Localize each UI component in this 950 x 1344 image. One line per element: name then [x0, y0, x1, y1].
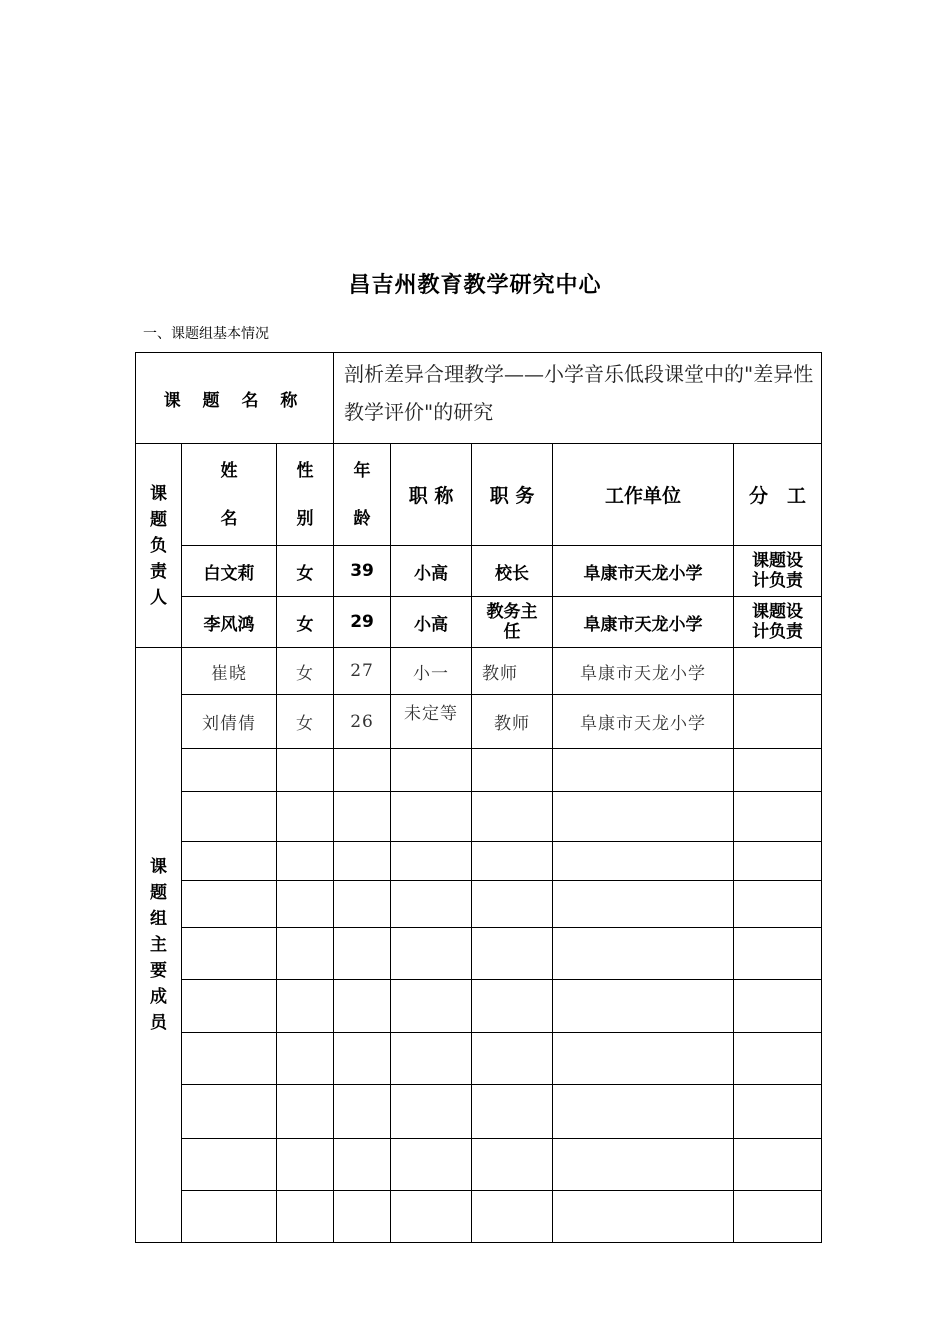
empty-cell[interactable] [553, 881, 734, 928]
empty-cell[interactable] [182, 792, 277, 842]
empty-cell[interactable] [472, 928, 553, 980]
empty-cell[interactable] [277, 792, 334, 842]
empty-cell[interactable] [334, 928, 391, 980]
empty-cell[interactable] [277, 1139, 334, 1191]
column-header-unit: 工作单位 [553, 444, 734, 546]
empty-cell[interactable] [553, 980, 734, 1033]
empty-cell[interactable] [553, 792, 734, 842]
column-header-duty: 分 工 [734, 444, 822, 546]
leader-name[interactable]: 李风鸿 [182, 597, 277, 648]
empty-cell[interactable] [391, 842, 472, 881]
empty-member-row [136, 980, 822, 1033]
empty-cell[interactable] [182, 1085, 277, 1139]
empty-member-row [136, 792, 822, 842]
empty-cell[interactable] [334, 1033, 391, 1085]
empty-cell[interactable] [391, 1085, 472, 1139]
leaders-group-label: 课 题 负 责 人 [136, 444, 182, 648]
member-position[interactable]: 教师 [472, 648, 553, 695]
leader-duty[interactable]: 课题设 计负责 [734, 597, 822, 648]
empty-cell[interactable] [182, 928, 277, 980]
empty-cell[interactable] [734, 1191, 822, 1243]
empty-cell[interactable] [182, 1191, 277, 1243]
empty-cell[interactable] [182, 881, 277, 928]
column-header-name: 姓 名 [182, 444, 277, 546]
empty-cell[interactable] [734, 881, 822, 928]
member-duty[interactable] [734, 648, 822, 695]
empty-cell[interactable] [277, 1033, 334, 1085]
empty-cell[interactable] [553, 842, 734, 881]
empty-cell[interactable] [553, 1139, 734, 1191]
column-header-position: 职 务 [472, 444, 553, 546]
leader-name[interactable]: 白文莉 [182, 546, 277, 597]
empty-member-row [136, 1139, 822, 1191]
empty-cell[interactable] [391, 749, 472, 792]
leader-position[interactable]: 教务主 任 [472, 597, 553, 648]
empty-cell[interactable] [734, 749, 822, 792]
empty-cell[interactable] [334, 881, 391, 928]
topic-name-value[interactable]: 剖析差异合理教学——小学音乐低段课堂中的"差异性教学评价"的研究 [334, 353, 822, 444]
member-duty[interactable] [734, 695, 822, 749]
empty-member-row [136, 1033, 822, 1085]
leaders-header-row [136, 444, 822, 546]
empty-cell[interactable] [734, 792, 822, 842]
page-title: 昌吉州教育教学研究中心 [348, 273, 602, 298]
leader-unit[interactable]: 阜康市天龙小学 [553, 546, 734, 597]
empty-cell[interactable] [734, 1085, 822, 1139]
member-unit[interactable]: 阜康市天龙小学 [553, 695, 734, 749]
empty-cell[interactable] [734, 980, 822, 1033]
topic-row [136, 353, 822, 444]
member-name[interactable]: 刘倩倩 [182, 695, 277, 749]
empty-cell[interactable] [553, 928, 734, 980]
empty-cell[interactable] [553, 1191, 734, 1243]
empty-cell[interactable] [391, 1139, 472, 1191]
member-title[interactable]: 小一 [391, 648, 472, 695]
empty-cell[interactable] [334, 1085, 391, 1139]
leader-unit[interactable]: 阜康市天龙小学 [553, 597, 734, 648]
section-heading: 一、课题组基本情况 [143, 326, 269, 342]
empty-cell[interactable] [734, 842, 822, 881]
empty-cell[interactable] [472, 980, 553, 1033]
leader-gender[interactable]: 女 [277, 546, 334, 597]
member-position[interactable]: 教师 [472, 695, 553, 749]
empty-cell[interactable] [391, 980, 472, 1033]
column-header-gender: 性 别 [277, 444, 334, 546]
empty-cell[interactable] [391, 881, 472, 928]
empty-cell[interactable] [472, 1191, 553, 1243]
leader-title[interactable]: 小高 [391, 546, 472, 597]
empty-cell[interactable] [734, 928, 822, 980]
leader-age[interactable]: 39 [334, 546, 391, 597]
empty-cell[interactable] [472, 842, 553, 881]
research-group-table [135, 352, 822, 1243]
empty-cell[interactable] [277, 1085, 334, 1139]
column-header-title: 职 称 [391, 444, 472, 546]
empty-cell[interactable] [553, 1033, 734, 1085]
empty-cell[interactable] [472, 749, 553, 792]
empty-cell[interactable] [182, 1139, 277, 1191]
empty-member-row [136, 749, 822, 792]
leader-gender[interactable]: 女 [277, 597, 334, 648]
empty-cell[interactable] [334, 792, 391, 842]
empty-cell[interactable] [391, 792, 472, 842]
member-age[interactable]: 26 [334, 695, 391, 749]
empty-member-row [136, 881, 822, 928]
empty-cell[interactable] [553, 1085, 734, 1139]
leader-title[interactable]: 小高 [391, 597, 472, 648]
leader-position[interactable]: 校长 [472, 546, 553, 597]
topic-name-label: 课 题 名 称 [136, 353, 334, 444]
empty-cell[interactable] [391, 928, 472, 980]
empty-cell[interactable] [277, 842, 334, 881]
empty-cell[interactable] [472, 1033, 553, 1085]
empty-cell[interactable] [334, 980, 391, 1033]
empty-cell[interactable] [472, 881, 553, 928]
empty-cell[interactable] [277, 980, 334, 1033]
member-row [136, 695, 822, 749]
empty-cell[interactable] [334, 842, 391, 881]
member-gender[interactable]: 女 [277, 695, 334, 749]
empty-cell[interactable] [472, 1085, 553, 1139]
empty-cell[interactable] [553, 749, 734, 792]
empty-member-row [136, 928, 822, 980]
member-gender[interactable]: 女 [277, 648, 334, 695]
empty-cell[interactable] [391, 1033, 472, 1085]
members-group-label: 课 题 组 主 要 成 员 [136, 648, 182, 1243]
member-age[interactable]: 27 [334, 648, 391, 695]
empty-cell[interactable] [734, 1033, 822, 1085]
empty-cell[interactable] [277, 881, 334, 928]
empty-cell[interactable] [472, 792, 553, 842]
empty-cell[interactable] [277, 1191, 334, 1243]
empty-member-row [136, 842, 822, 881]
empty-cell[interactable] [334, 1191, 391, 1243]
member-title[interactable]: 未定等 [391, 695, 472, 749]
empty-cell[interactable] [734, 1139, 822, 1191]
member-unit[interactable]: 阜康市天龙小学 [553, 648, 734, 695]
leader-row [136, 597, 822, 648]
empty-member-row [136, 1085, 822, 1139]
member-name[interactable]: 崔晓 [182, 648, 277, 695]
empty-cell[interactable] [334, 1139, 391, 1191]
empty-cell[interactable] [472, 1139, 553, 1191]
leader-duty[interactable]: 课题设 计负责 [734, 546, 822, 597]
empty-cell[interactable] [182, 980, 277, 1033]
empty-cell[interactable] [277, 749, 334, 792]
column-header-age: 年 龄 [334, 444, 391, 546]
empty-cell[interactable] [182, 749, 277, 792]
empty-cell[interactable] [182, 842, 277, 881]
leader-age[interactable]: 29 [334, 597, 391, 648]
empty-cell[interactable] [334, 749, 391, 792]
member-row [136, 648, 822, 695]
empty-member-row [136, 1191, 822, 1243]
leader-row [136, 546, 822, 597]
empty-cell[interactable] [182, 1033, 277, 1085]
empty-cell[interactable] [391, 1191, 472, 1243]
empty-cell[interactable] [277, 928, 334, 980]
